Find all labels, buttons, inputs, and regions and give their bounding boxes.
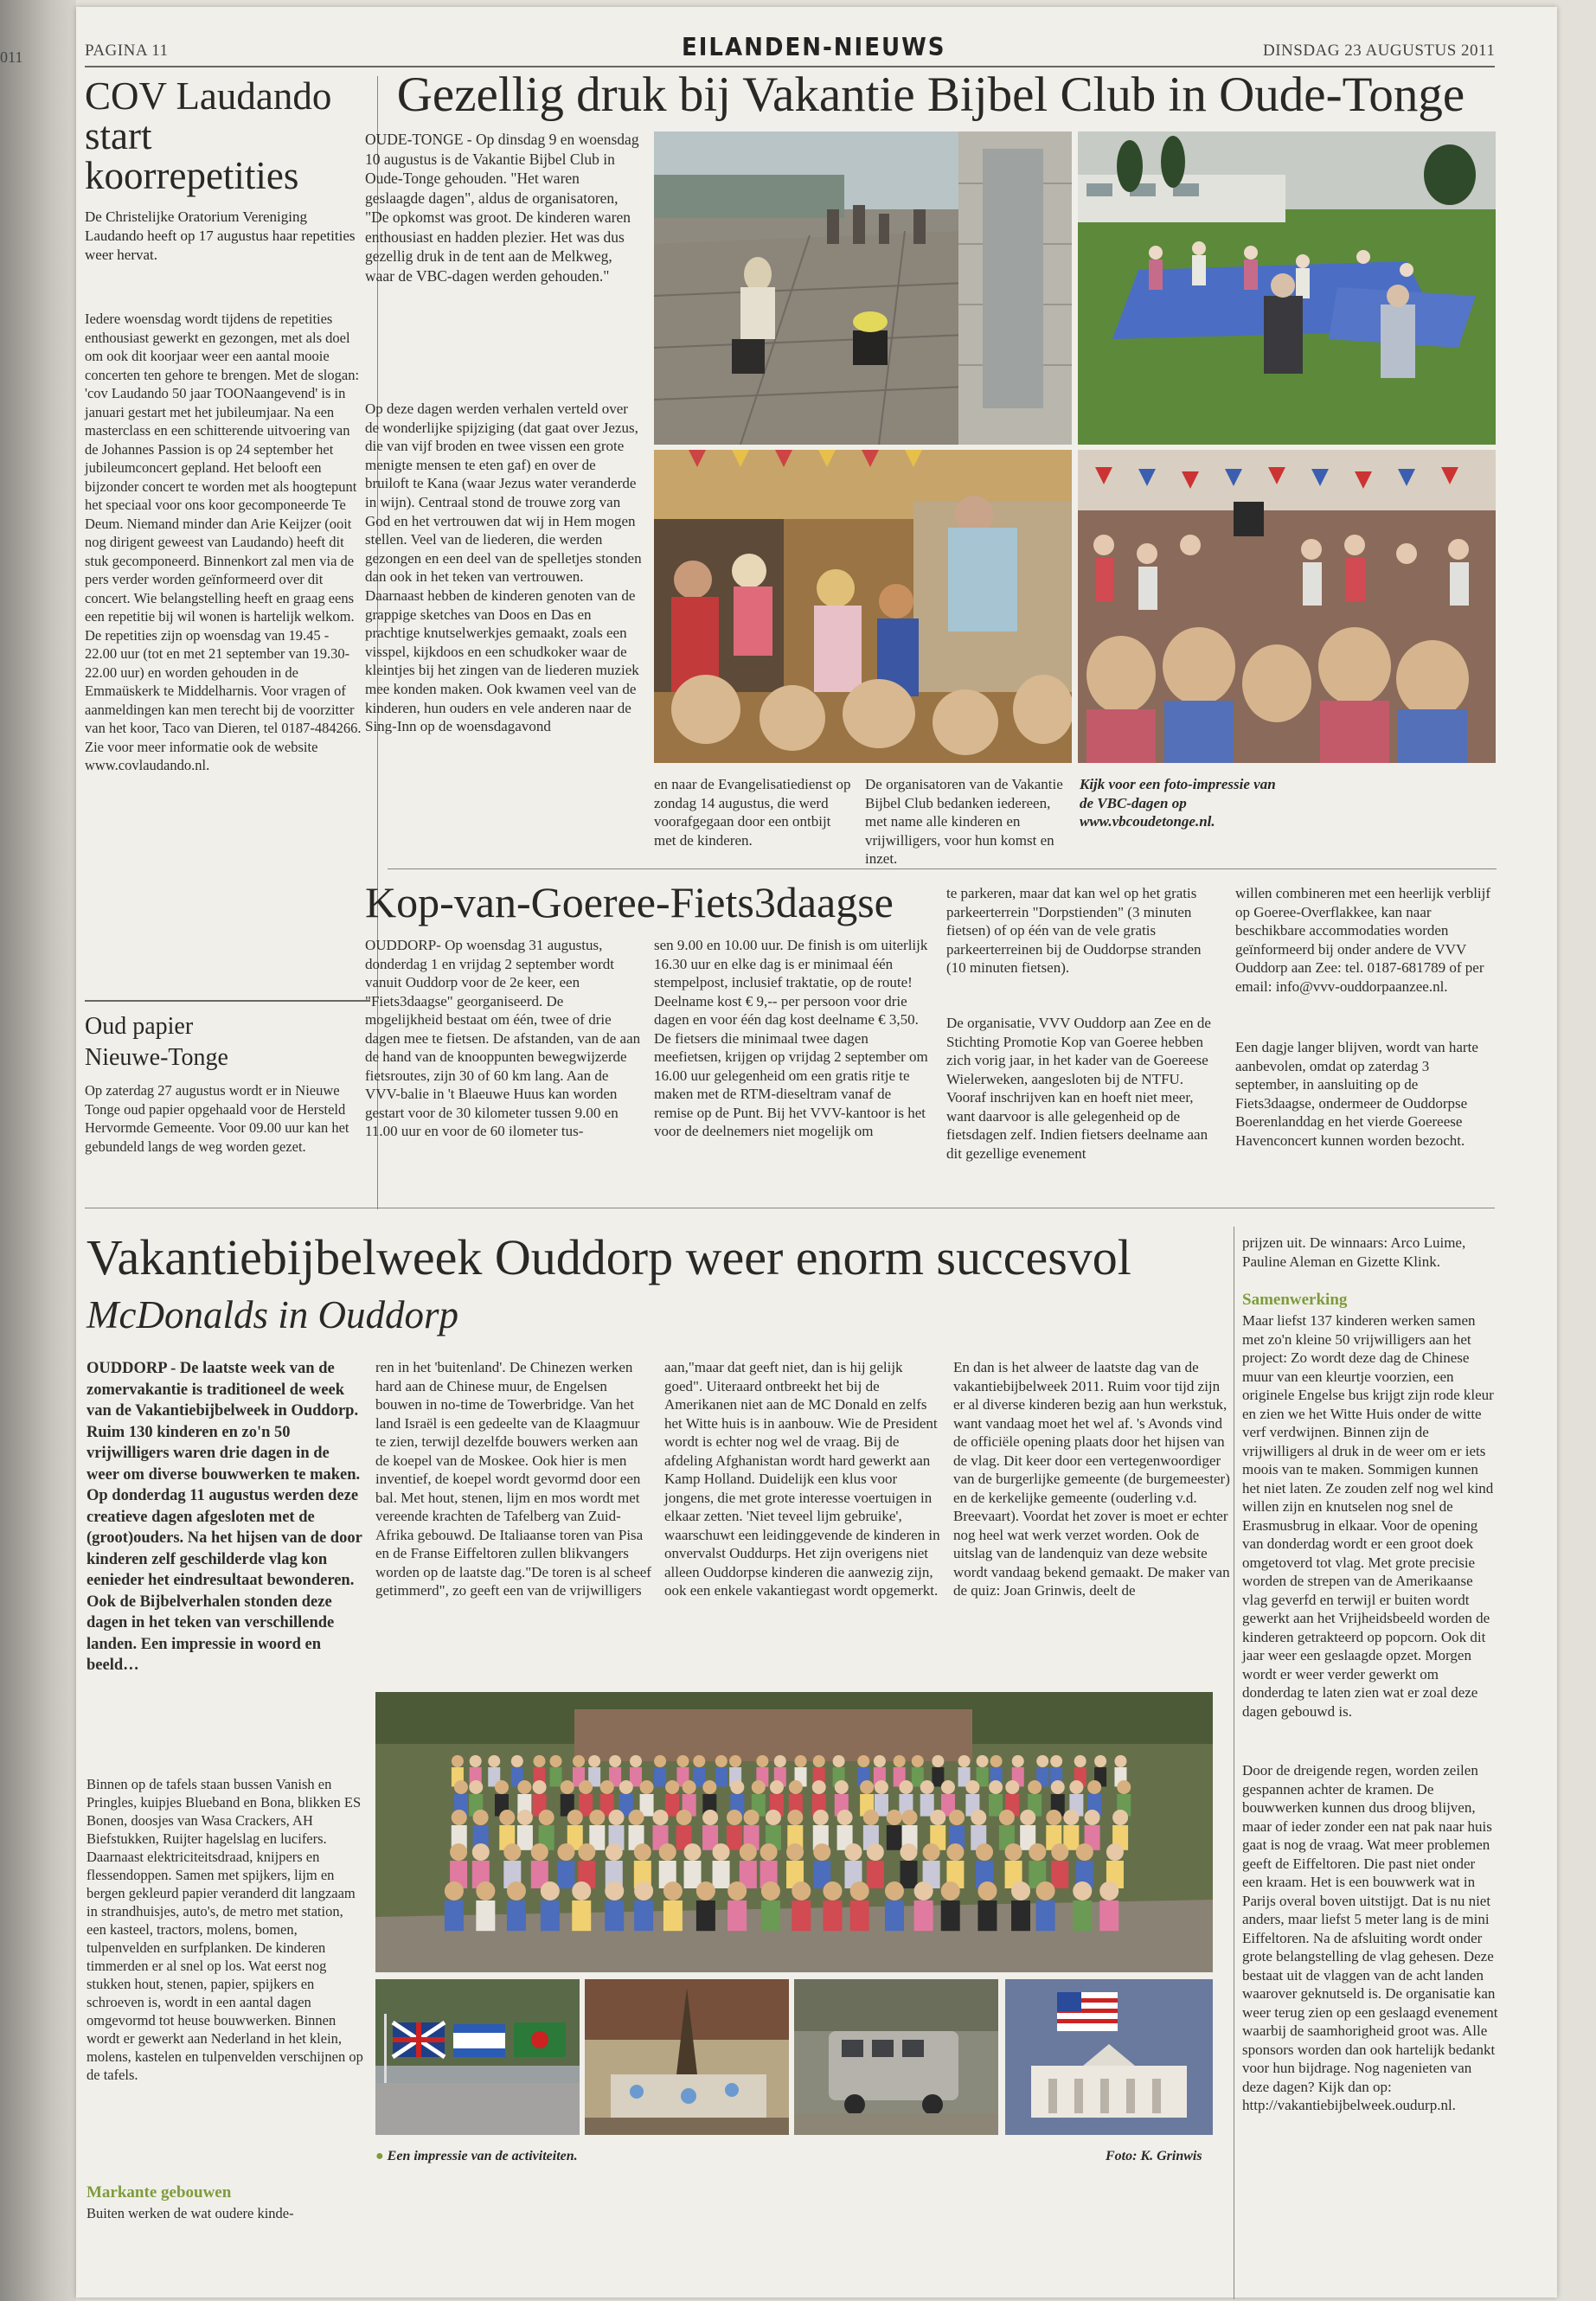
vbw-photo-whitehouse-image xyxy=(1005,1979,1213,2135)
vbc-website-link[interactable]: Kijk voor een foto-impressie van de VBC-dagen op www.vbcoudetonge.nl. xyxy=(1080,776,1276,830)
vbw-photo-tower-image xyxy=(585,1979,789,2135)
vbw-subhead-samenwerking: Samenwerking xyxy=(1242,1291,1348,1309)
vbw-photo-caption-text: Een impressie van de activiteiten. xyxy=(387,2149,578,2163)
vbw-col5c: Door de dreigende regen, worden zeilen gespannen achter de kramen. De bouwwerken kunnen dus droog blijven, maar of ieder zonder een nat pak naar huis gaat is nog de vraag. Wat meer problemen geeft de Eiffeltoren. Die past niet onder een kraam. Het is een bouwwerk wat in Parijs overal boven uitstijgt. Dat is nu niet anders, maar liefst 5 meter lang is de mini Eiffeltoren. Na de afsluiting wordt onder grote belangstelling de vlag gehesen. Deze bestaat uit de vlaggen van de acht landen waarover geknutseld is. De organisatie kan weer terug zien op een geslaagd evenement waarbij de saamhorigheid groot was. Alle sponsors worden dan ook hartelijk bedankt voor hun bijdrage. Nog nagenieten van deze dagen? Kijk dan op: http://vakantiebijbelweek.oudurp.nl. xyxy=(1242,1762,1498,2113)
vbc-photo-2-image xyxy=(1078,131,1496,445)
laudando-rule xyxy=(85,1000,370,1002)
vbw-photo-whitehouse xyxy=(1005,1979,1213,2135)
vbw-col1b: Binnen op de tafels staan bussen Vanish en Pringles, kuipjes Blueband en Bona, blikken ES Bonen, doosjes van Wasa Crackers, AH Biefstukken, Ruijter hagelslag en lucifers. Daarnaast elektriciteitsdraad, knijpers en flessendoppen. Samen met spijkers, lijm en bergen gekleurd papier veranderd dit langzaam in strandhuisjes, auto's, de metro met station, een kasteel, tractors, molens, bomen, tulpenvelden en surfplanken. De kinderen timmerden er al snel op los. Wat eerst nog stukken hout, stenen, papier, spijkers en schroeven is, wordt in een aantal dagen omgevormd tot heuse bouwwerken. Binnen wordt er gewerkt aan Nederland in het klein, molens, kastelen en tulpenvelden verschijnen op de tafels. xyxy=(87,1776,363,2083)
vbw-photo-bus xyxy=(794,1979,998,2135)
vbw-col3: aan,"maar dat geeft niet, dan is hij gelijk goed". Uiteraard ontbreekt het bij de Amerikanen niet aan de MC Donald en zelfs het Witte huis is in aanbouw. Wie de President wordt is echter nog wel de vraag. Bij de afdeling Afghanistan wordt hard gewerkt aan Kamp Holland. Duidelijk een klus voor jongens, die met grote interesse voertuigen in elkaar zetten. 'Niet teveel lijm gebruike', waarschuwt een leidinggevende de kinderen in onvervalst Ouddurps. Het zijn overigens niet alleen Ouddorpse kinderen die aanwezig zijn, ook een enkele vakantiegast wordt opgemerkt. xyxy=(664,1359,940,1599)
vbw-col1c: Buiten werken de wat oudere kinde- xyxy=(87,2205,294,2221)
vbw-subhead-markante: Markante gebouwen xyxy=(87,2183,232,2202)
vbc-photo-4 xyxy=(1078,450,1496,763)
vbc-body: Op deze dagen werden verhalen verteld over de wonderlijke spijziging (dat gaat over Jezus, die van vijf broden en twee vissen een grote menigte mensen te eten gaf) en over de bruiloft te Kana (waar Jezus water veranderde in wijn). Centraal stond de trouwe zorg van God en het vertrouwen dat wij in Hem mogen stellen. Veel van de liederen, die werden gezongen en een deel van de spelletjes stonden dan ook in het teken van vertrouwen. Daarnaast hebben de kinderen genoten van de grappige sketches van Doos en Das en prachtige knutselwerkjes gemaakt, zoals een visspel, kijkdoos en een schudkoker waar de kleintjes bij het zingen van de liederen muziek mee konden maken. Ook kwamen veel van de kinderen, hun ouders en vele anderen naar de Sing-Inn op de woensdagavond xyxy=(365,401,642,735)
vbw-lead: OUDDORP - De laatste week van de zomervakantie is traditioneel de week van de Vakantiebijbelweek in Ouddorp. Ruim 130 kinderen en zo'n 50 vrijwilligers waren drie dagen in de weer om diverse bouwwerken te maken. Op donderdag 11 augustus werden deze creatieve dagen afgesloten met de (groot)ouders. Na het hijsen van de door kinderen zelf geschilderde vlag kon eenieder het eindresultaat bewonderen. Ook de Bijbelverhalen stonden deze dagen in het teken van verschillende landen. Een impressie in woord en beeld… xyxy=(87,1360,362,1674)
fiets-col2: sen 9.00 en 10.00 uur. De finish is om uiterlijk 16.30 uur en elke dag is er minimaal één stempelpost, inclusief traktatie, op de route! Deelname kost € 9,-- per persoon voor drie dagen en voor één dag kost deelname € 3,50. De fietsers die minimaal twee dagen meefietsen, krijgen op vrijdag 2 september om 16.00 uur gelegenheid om een gratis ritje te maken met de RTM-dieseltram vanaf de remise op de Punt. Bij het VVV-kantoor is het voor de deelnemers niet mogelijk om xyxy=(654,937,928,1139)
left-page-fragment: 011 xyxy=(0,48,23,66)
fiets-col4b: Een dagje langer blijven, wordt van harte aanbevolen, omdat op zaterdag 3 september, in aansluiting op de Fiets3daagse, ondermeer de Ouddorpse Boerenlanddag en het vierde Goereese Havenconcert kunnen worden bezocht. xyxy=(1235,1039,1478,1149)
vbc-headline: Gezellig druk bij Vakantie Bijbel Club in Oude-Tonge xyxy=(396,67,1465,122)
vbc-col3: De organisatoren van de Vakantie Bijbel Club bedanken iedereen, met name alle kinderen en vrijwilligers, voor hun komst en inzet. xyxy=(865,776,1063,867)
vbw-col5b: Maar liefst 137 kinderen werken samen met zo'n kleine 50 vrijwilligers aan het project: Zo wordt deze dag de Chinese muur van een kleurtje voorzien, een originele Engelse bus krijgt zijn rode kleur en zien we het Witte Huis onder de witte verf verdwijnen. Binnen zijn de vrijwilligers al druk in de weer om er iets moois van te maken. Sommigen kunnen het niet laten. Ze zouden zelf nog wel kind willen zijn en knutselen nog snel de Erasmusbrug in elkaar. Voor de opening van donderdag wordt er een groot doek omgetoverd tot vlag. Met grote precisie worden de strepen van de Amerikaanse vlag geverfd en terwijl er buiten wordt gewerkt aan het Vrijheidsbeeld worden de kinderen getrakteerd op popcorn. Ook dit jaar weer een geslaagde opzet. Morgen wordt er weer verder gewerkt om donderdag te laten zien wat er zoal deze dagen gebouwd is. xyxy=(1242,1312,1494,1720)
vbw-photo-flags-image xyxy=(375,1979,580,2135)
newspaper-page xyxy=(76,7,1557,2298)
bullet-icon: ● xyxy=(375,2149,384,2163)
fiets-col3b: De organisatie, VVV Ouddorp aan Zee en de Stichting Promotie Kop van Goeree hebben zich vorig jaar, in het kader van de Goereese Wielerweken, aangesloten bij de NTFU. Vooraf inschrijven kan en hoeft niet meer, want daarvoor is alle gelegenheid op de fietsdagen zelf. Indien fietsers deelname aan dit gezellige evenement xyxy=(946,1015,1211,1162)
vbw-col2: ren in het 'buitenland'. De Chinezen werken hard aan de Chinese muur, de Engelsen bouwen in no-time de Towerbridge. Van het land Israël is een gedeelte van de Klaagmuur te zien, terwijl dezelfde bouwers werken aan de koepel van de Moskee. Ook hier is men inventief, de koepel wordt gevormd door een bal. Met hout, stenen, lijm en mos wordt met vereende krachten de Tafelberg van Zuid-Afrika gebouwd. De Italiaanse toren van Pisa en de Franse Eiffeltoren zullen blikvangers worden op de laatste dag."De toren is al scheef getimmerd", zo geeft een van de vrijwilligers xyxy=(375,1359,651,1599)
vbw-photo-tower xyxy=(585,1979,789,2135)
vbw-headline: Vakantiebijbelweek Ouddorp weer enorm succesvol xyxy=(87,1229,1131,1285)
vbc-photo-2 xyxy=(1078,131,1496,445)
vbc-rule xyxy=(388,868,1497,869)
laudando-headline: COV Laudando start koorrepetities xyxy=(85,74,332,197)
papier-headline-2: Nieuwe-Tonge xyxy=(85,1044,228,1071)
fiets-col4a: willen combineren met een heerlijk verblijf op Goeree-Overflakkee, kan naar beschikbare accommodaties worden geïnformeerd bij onder andere de VVV Ouddorp aan Zee: tel. 0187-681789 of per email: info@vvv-ouddorpaanzee.nl. xyxy=(1235,885,1491,995)
vbw-subtitle: McDonalds in Ouddorp xyxy=(87,1293,458,1336)
papier-body: Op zaterdag 27 augustus wordt er in Nieuwe Tonge oud papier opgehaald voor de Hersteld Hervormde Gemeente. Voor 09.00 uur kan het gebundeld langs de weg worden gezet. xyxy=(85,1082,349,1155)
vbw-photo-bus-image xyxy=(794,1979,998,2135)
papier-headline-1: Oud papier xyxy=(85,1013,194,1040)
vbc-photo-1-image xyxy=(654,131,1072,445)
laudando-body: Iedere woensdag wordt tijdens de repetities enthousiast gewerkt en gezongen, met als doel om ook dit koorjaar weer een aantal mooie concerten ten gehore te brengen. Met de slogan: 'cov Laudando 50 jaar TOONaangevend' is in januari gestart met het jubileumjaar. Na een masterclass en een schitterende uitvoering van de Johannes Passion is op 24 september het jubileumconcert gepland. Het belooft een bijzonder concert te worden met als hoogtepunt het speciaal voor ons koor gecomponeerde Te Deum. Niemand minder dan Arie Keijzer (ooit nog dirigent geweest van Laudando) heeft dit stuk gecomponeerd. Binnenkort zal men via de pers verder worden geïnformeerd over dit concert. Wie belangstelling heeft en graag eens een repetitie bij wil wonen is hartelijk welkom. De repetities zijn op woensdag van 19.45 - 22.00 uur (tot en met 21 september van 19.30-22.00 uur) en worden gehouden in de Emmaüskerk te Middelharnis. Voor vragen of aanmeldingen kan men terecht bij de voorzitter van het koor, Taco van Dieren, tel 0187-484266. Zie voor meer informatie ook de website www.covlaudando.nl. xyxy=(85,311,362,773)
page-number: PAGINA 11 xyxy=(85,42,169,60)
vbw-col4: En dan is het alweer de laatste dag van de vakantiebijbelweek 2011. Ruim voor tijd zijn er al diverse kinderen bezig aan hun werkstuk, want vandaag moet het wel af. 's Avonds vind de officiële opening plaats door het hijsen van de vlag. Dit keer door een vertegenwoordiger van de burgerlijke gemeente (de burgemeester) en de kerkelijke gemeente (ouderling v.d. Breevaart). Voordat het zover is moet er echter nog heel wat werk verzet worden. Ook de uitslag van de landenquiz van deze website wordt vandaag bekend gemaakt. De maker van de quiz: Joan Grinwis, deelt de xyxy=(953,1359,1230,1599)
fiets-col3a: te parkeren, maar dat kan wel op het gratis parkeerterrein "Dorpstienden" (3 minuten fietsen) of op één van de vele gratis parkeerterreinen bij de Ouddorpse stranden (10 minuten fietsen). xyxy=(946,885,1202,976)
vbc-col2: en naar de Evangelisatiedienst op zondag 14 augustus, die werd voorafgegaan door een ontbijt met de kinderen. xyxy=(654,776,851,849)
vbc-photo-1 xyxy=(654,131,1072,445)
issue-date: DINSDAG 23 AUGUSTUS 2011 xyxy=(1263,42,1496,60)
scan-edge xyxy=(0,0,76,2301)
vbw-group-photo xyxy=(375,1692,1213,1972)
laudando-lead: De Christelijke Oratorium Vereniging Laudando heeft op 17 augustus haar repetities weer hervat. xyxy=(85,208,356,263)
vbc-photo-3 xyxy=(654,450,1072,763)
vbc-lead: OUDE-TONGE - Op dinsdag 9 en woensdag 10 augustus is de Vakantie Bijbel Club in Oude-Tonge gehouden. "Het waren geslaagde dagen", aldus de organisatoren, "De opkomst was groot. De kinderen waren enthousiast en hadden plezier. Het was dus gezellig druk in de tent aan de Melkweg, waar de VBC-dagen werden gehouden." xyxy=(365,131,639,285)
vbw-group-photo-image xyxy=(375,1692,1213,1972)
vbc-photo-4-image xyxy=(1078,450,1496,763)
vbc-photo-3-image xyxy=(654,450,1072,763)
vbw-photo-caption xyxy=(375,2149,578,2164)
vbw-col5a: prijzen uit. De winnaars: Arco Luime, Pauline Aleman en Gizette Klink. xyxy=(1242,1234,1466,1270)
vbw-photo-credit: Foto: K. Grinwis xyxy=(1106,2149,1202,2163)
fiets-headline: Kop-van-Goeree-Fiets3daagse xyxy=(365,878,894,926)
masthead: EILANDEN-NIEUWS xyxy=(682,33,946,62)
fiets-col1: OUDDORP- Op woensdag 31 augustus, donderdag 1 en vrijdag 2 september wordt vanuit Ouddorp voor de 2e keer, een "Fiets3daagse" georganiseerd. De mogelijkheid bestaat om één, twee of drie dagen mee te fietsen. De afstanden, van de aan de hand van de knooppunten bewegwijzerde fietsroutes, zijn 30 of 60 km lang. Aan de VVV-balie in 't Blaeuwe Huus kan worden gestart voor de 30 kilometer tussen 9.00 en 11.00 uur en voor de 60 ilometer tus- xyxy=(365,937,641,1139)
vbw-photo-flags xyxy=(375,1979,580,2135)
